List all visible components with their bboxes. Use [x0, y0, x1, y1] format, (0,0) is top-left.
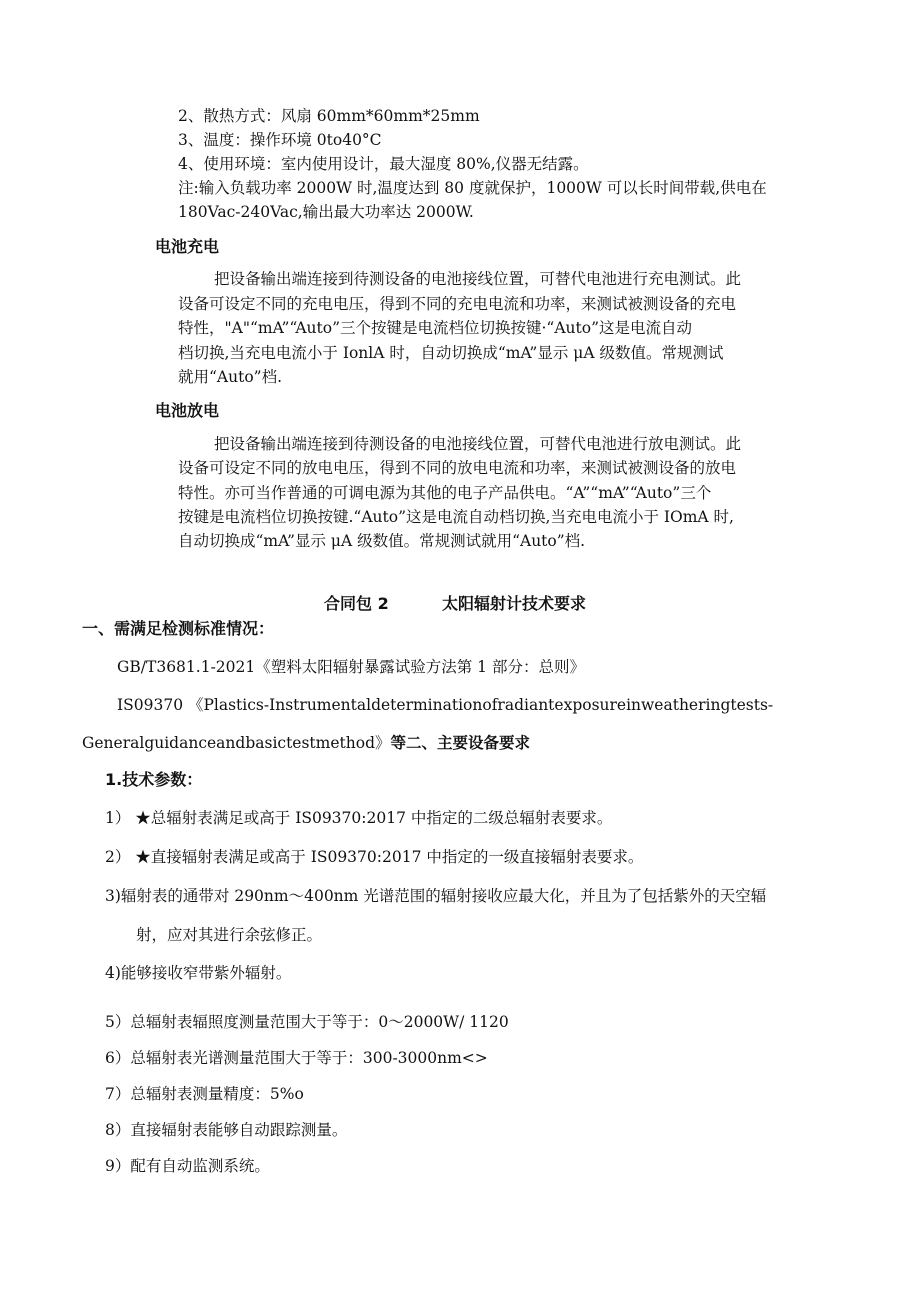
- spec-line: 注:输入负载功率 2000W 时,温度达到 80 度就保护，1000W 可以长时间带载,供电在: [178, 179, 767, 197]
- param-item: 9）配有自动监测系统。: [105, 1157, 270, 1175]
- param-item: 7）总辐射表测量精度：5%o: [105, 1085, 304, 1103]
- section-heading-inline: 等二、主要设备要求: [390, 734, 531, 752]
- spec-line: 4、使用环境：室内使用设计，最大湿度 80%,仪器无结露。: [178, 155, 589, 173]
- paragraph-line: 设备可设定不同的放电电压，得到不同的放电电流和功率，来测试被测设备的放电: [178, 459, 737, 477]
- standard-item: IS09370 《Plastics-Instrumentaldeterminationofradiantexposureinweatheringtests-: [117, 696, 774, 714]
- standard-item: [82, 733, 530, 753]
- paragraph-line: 设备可设定不同的充电电压，得到不同的充电电流和功率，来测试被测设备的充电: [178, 295, 737, 313]
- section-heading: 一、需满足检测标准情况：: [82, 619, 275, 638]
- charge-heading: 电池充电: [155, 237, 220, 256]
- paragraph-line: 特性，"A"“mA”“Auto”三个按键是电流档位切换按键·“Auto”这是电流自动: [178, 319, 693, 337]
- param-item: 8）直接辐射表能够自动跟踪测量。: [105, 1121, 348, 1139]
- spec-line: 180Vac-240Vac,输出最大功率达 2000W.: [178, 203, 474, 221]
- paragraph-line: 把设备输出端连接到待测设备的电池接线位置，可替代电池进行放电测试。此: [214, 435, 742, 453]
- spec-line: 3、温度：操作环境 0to40°C: [178, 131, 382, 149]
- paragraph-line: 把设备输出端连接到待测设备的电池接线位置，可替代电池进行充电测试。此: [214, 270, 742, 288]
- paragraph-line: 就用“Auto”档.: [178, 368, 283, 386]
- standard-item-text: Generalguidanceandbasictestmethod》: [82, 734, 391, 752]
- paragraph-line: 按键是电流档位切换按键.“Auto”这是电流自动档切换,当充电电流小于 IOmA 时,: [178, 508, 734, 526]
- param-item: 2） ★直接辐射表满足或高于 IS09370:2017 中指定的一级直接辐射表要求。: [105, 848, 644, 866]
- param-item: 射，应对其进行余弦修正。: [136, 926, 323, 944]
- package-title: 太阳辐射计技术要求: [442, 594, 587, 613]
- param-item: 1） ★总辐射表满足或高于 IS09370:2017 中指定的二级总辐射表要求。: [105, 809, 613, 827]
- paragraph-line: 档切换,当充电电流小于 IonlA 时，自动切换成“mA”显示 μA 级数值。常规测试: [178, 344, 724, 362]
- standard-item: GB/T3681.1-2021《塑料太阳辐射暴露试验方法第 1 部分：总则》: [117, 658, 585, 676]
- param-item: 3)辐射表的通带对 290nm～400nm 光谱范围的辐射接收应最大化，并且为了包括紫外的天空辐: [105, 887, 767, 905]
- package-label: 合同包 2: [324, 594, 389, 613]
- paragraph-line: 特性。亦可当作普通的可调电源为其他的电子产品供电。“A”“mA”“Auto”三个: [178, 484, 712, 502]
- discharge-heading: 电池放电: [155, 401, 220, 420]
- spec-line: 2、散热方式：风扇 60mm*60mm*25mm: [178, 107, 480, 125]
- param-item: 5）总辐射表辐照度测量范围大于等于：0～2000W/ 1120: [105, 1013, 509, 1031]
- param-item: 6）总辐射表光谱测量范围大于等于：300-3000nm<>: [105, 1049, 488, 1067]
- param-item: 4)能够接收窄带紫外辐射。: [105, 964, 292, 982]
- params-heading: 1.技术参数：: [105, 770, 203, 789]
- paragraph-line: 自动切换成“mA”显示 μA 级数值。常规测试就用“Auto”档.: [178, 532, 586, 550]
